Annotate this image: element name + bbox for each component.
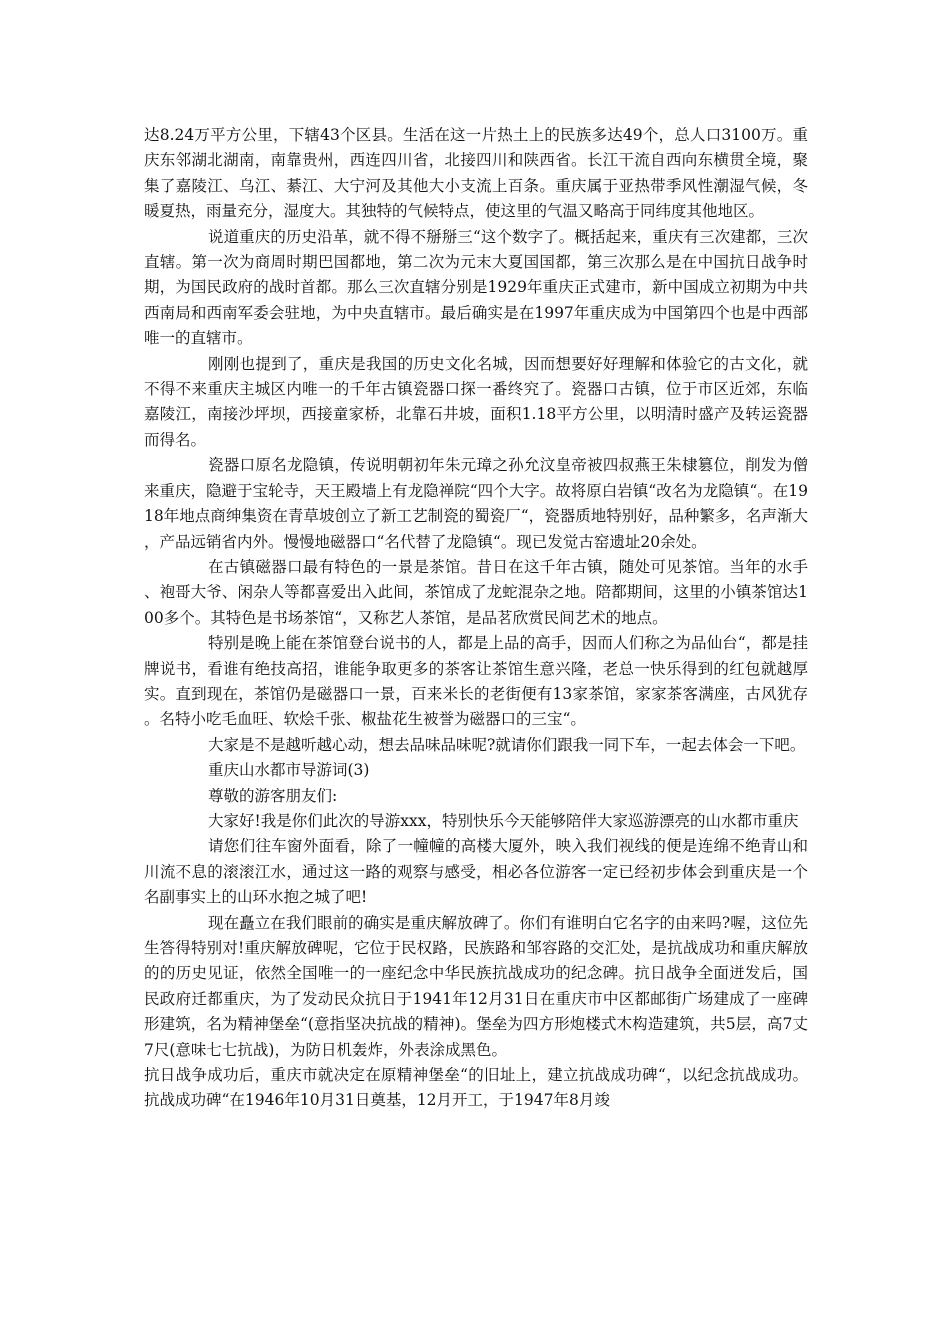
paragraph-teahouse: 在古镇磁器口最有特色的一景是茶馆。昔日在这千年古镇，随处可见茶馆。当年的水手、袍哥大爷、闲杂人等都喜爱出入此间，茶馆成了龙蛇混杂之地。陪都期间，这里的小镇茶馆达100多个。其特色是书场茶馆“，又称艺人茶馆，是品茗欣赏民间艺术的地点。 [144,557,808,627]
paragraph-liberation-monument: 现在矗立在我们眼前的确实是重庆解放碑了。你们有谁明白它名字的由来吗?喔，这位先生答得特别对!重庆解放碑呢，它位于民权路，民族路和邹容路的交汇处，是抗战成功和重庆解放的的历史见证，依然全国唯一的一座纪念中华民族抗战成功的纪念碑。抗日战争全面迸发后，国民政府迁都重庆，为了发动民众抗日于1941年12月31日在重庆市中区都邮街广场建成了一座碑形建筑，名为精神堡垒“(意指坚决抗战的精神)。堡垒为四方形炮楼式木构造建筑，共5层，高7丈7尺(意味七七抗战)，为防日机轰炸，外表涂成黑色。 [144,913,808,1059]
paragraph-storytelling: 特别是晚上能在茶馆登台说书的人，都是上品的高手，因而人们称之为品仙台“，都是挂牌说书，看谁有绝技高招，谁能争取更多的茶客让茶馆生意兴隆，老总一快乐得到的红包就越厚实。直到现在，茶馆仍是磁器口一景，百来米长的老街便有13家茶馆，家家茶客满座，古风犹存。名特小吃毛血旺、软烩千张、椒盐花生被誉为磁器口的三宝“。 [144,634,808,729]
paragraph-geography: 达8.24万平方公里，下辖43个区县。生活在这一片热土上的民族多达49个，总人口3100万。重庆东邻湖北湖南，南靠贵州，西连四川省，北接四川和陕西省。长江干流自西向东横贯全境，聚集了嘉陵江、乌江、綦江、大宁河及其他大小支流上百条。重庆属于亚热带季风性潮湿气候，冬暖夏热，雨量充分，湿度大。其独特的气候特点，使这里的气温又略高于同纬度其他地区。 [144,126,808,221]
paragraph-invitation: 大家是不是越听越心动，想去品味品味呢?就请你们跟我一同下车，一起去体会一下吧。 [208,735,806,754]
paragraph-longyin-town: 瓷器口原名龙隐镇，传说明朝初年朱元璋之孙允汶皇帝被四叔燕王朱棣篡位，削发为僧来重庆，隐避于宝轮寺，天王殿墙上有龙隐禅院“四个大字。故将原白岩镇“改名为龙隐镇“。在1918年地点商绅集资在青草坡创立了新工艺制瓷的蜀瓷厂“，瓷器质地特别好，品种繁多，名声渐大，产品远销省内外。慢慢地磁器口“名代替了龙隐镇“。现已发觉古窑遗址20余处。 [144,456,808,551]
paragraph-history: 说道重庆的历史沿革，就不得不掰掰三“这个数字了。概括起来，重庆有三次建都，三次直辖。第一次为商周时期巴国都地，第二次为元末大夏国国都，第三次那么是在中国抗日战争时期，为国民政府的战时首都。那么三次直辖分别是1929年重庆正式建市，新中国成立初期为中共西南局和西南军委会驻地，为中央直辖市。最后确实是在1997年重庆成为中国第四个也是中西部唯一的直辖市。 [144,227,808,348]
paragraph-greeting: 尊敬的游客朋友们: [208,786,338,805]
paragraph-victory-monument: 抗日战争成功后，重庆市就决定在原精神堡垒“的旧址上，建立抗战成功碑“，以纪念抗战成功。抗战成功碑“在1946年10月31日奠基，12月开工，于1947年8月竣 [144,1066,808,1110]
section-heading: 重庆山水都市导游词(3) [208,761,370,780]
paragraph-ciqikou-intro: 刚刚也提到了，重庆是我国的历史文化名城，因而想要好好理解和体验它的古文化，就不得不来重庆主城区内唯一的千年古镇瓷器口探一番终究了。瓷器口古镇，位于市区近郊，东临嘉陵江，南接沙坪坝，西接童家桥，北靠石井坡，面积1.18平方公里，以明清时盛产及转运瓷器而得名。 [144,354,808,449]
paragraph-window-view: 请您们往车窗外面看，除了一幢幢的高楼大厦外，映入我们视线的便是连绵不绝青山和川流不息的滚滚江水，通过这一路的观察与感受，相必各位游客一定已经初步体会到重庆是一个名副事实上的山环水抱之城了吧! [144,837,808,907]
paragraph-guide-intro: 大家好!我是你们此次的导游xxx，特别快乐今天能够陪伴大家巡游漂亮的山水都市重庆 [208,811,799,830]
document-body [144,123,808,1114]
